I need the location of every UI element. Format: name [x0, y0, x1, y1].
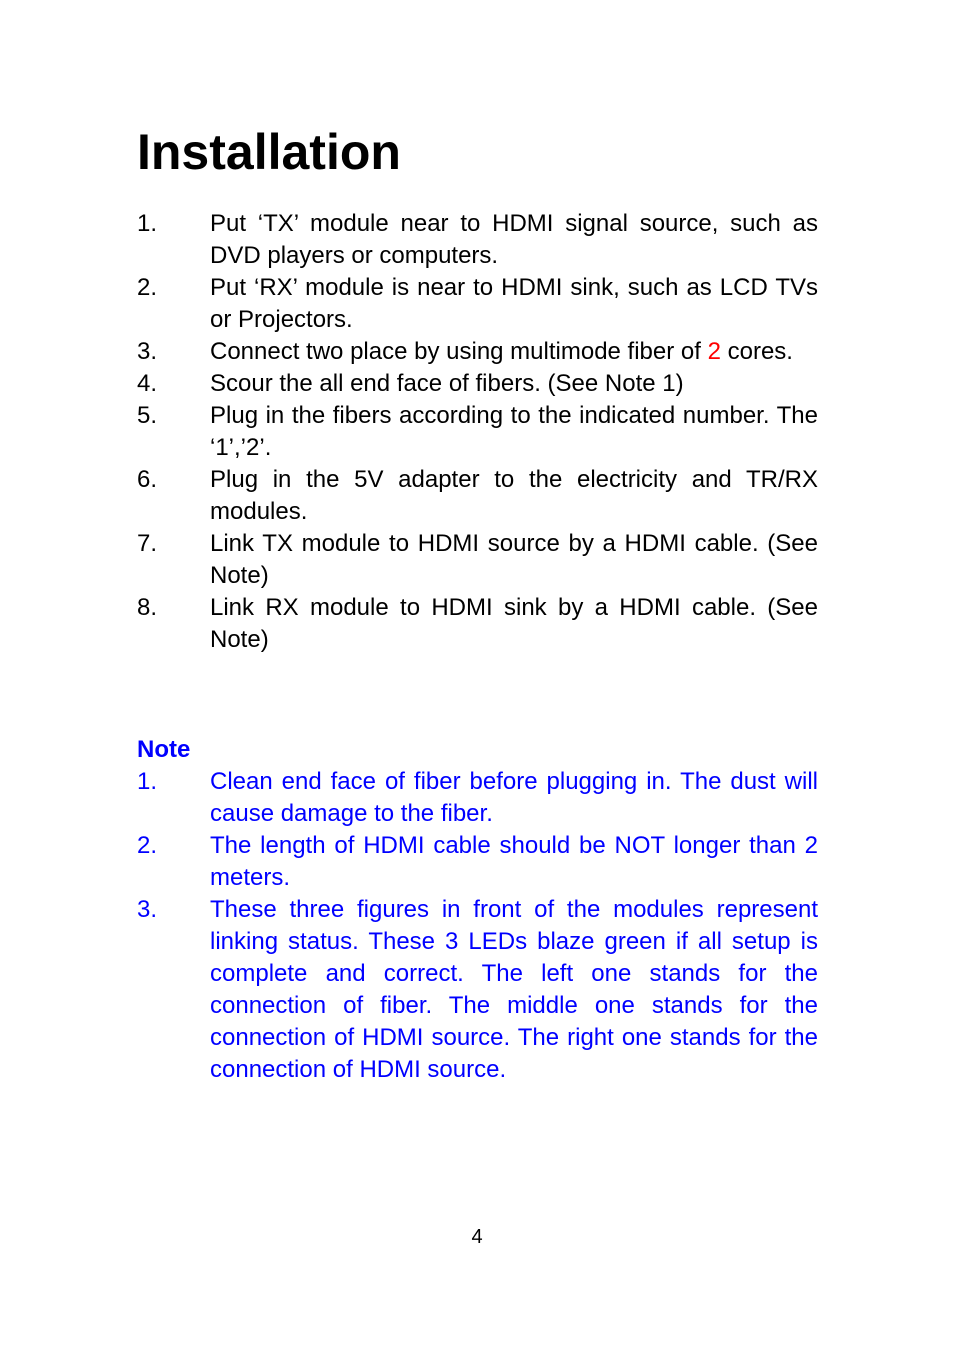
- step-number: 6.: [137, 466, 158, 493]
- step-number: 2.: [137, 274, 158, 301]
- step-number: 3.: [137, 338, 158, 365]
- list-item: [137, 894, 818, 1086]
- note-number: 1.: [137, 768, 158, 795]
- list-item: [137, 272, 818, 336]
- note-text: The length of HDMI cable should be NOT longer than 2 meters.: [210, 832, 818, 891]
- list-item: [137, 464, 818, 528]
- page-title: Installation: [137, 124, 401, 180]
- installation-steps: [137, 208, 818, 656]
- list-item: [137, 528, 818, 592]
- step-number: 4.: [137, 370, 158, 397]
- step-number: 8.: [137, 594, 158, 621]
- list-item: [137, 766, 818, 830]
- list-item: [137, 592, 818, 656]
- note-number: 3.: [137, 896, 158, 923]
- note-list: [137, 766, 818, 1086]
- step-text-part: cores.: [720, 338, 793, 365]
- note-number: 2.: [137, 832, 158, 859]
- step-text: Put ‘RX’ module is near to HDMI sink, such as LCD TVs or Projectors.: [210, 274, 818, 333]
- list-item: [137, 830, 818, 894]
- list-item: [137, 368, 818, 400]
- step-text: Plug in the 5V adapter to the electricity and TR/RX modules.: [210, 466, 818, 525]
- step-text-part: Connect two place by using multimode fiber of: [210, 338, 708, 365]
- step-text: [210, 336, 818, 368]
- step-text: Scour the all end face of fibers. (See Note 1): [210, 370, 684, 397]
- step-text: Link RX module to HDMI sink by a HDMI cable. (See Note): [210, 594, 818, 653]
- note-text: Clean end face of fiber before plugging in. The dust will cause damage to the fiber.: [210, 768, 818, 827]
- note-text: These three figures in front of the modules represent linking status. These 3 LEDs blaze green if all setup is complete and correct. The left one stands for the connection of fiber. The middle one stands for the connection of HDMI source. The right one stands for the connection of HDMI source.: [210, 896, 818, 1083]
- list-item: [137, 336, 818, 368]
- list-item: [137, 400, 818, 464]
- step-number: 1.: [137, 210, 158, 237]
- list-item: [137, 208, 818, 272]
- step-text: Plug in the fibers according to the indicated number. The ‘1’,’2’.: [210, 402, 818, 461]
- step-number: 7.: [137, 530, 158, 557]
- highlighted-number: 2: [707, 338, 721, 365]
- page-number: 4: [471, 1226, 483, 1248]
- step-number: 5.: [137, 402, 158, 429]
- step-text: Link TX module to HDMI source by a HDMI cable. (See Note): [210, 530, 818, 589]
- note-heading: Note: [137, 736, 191, 763]
- step-text: Put ‘TX’ module near to HDMI signal source, such as DVD players or computers.: [210, 210, 818, 269]
